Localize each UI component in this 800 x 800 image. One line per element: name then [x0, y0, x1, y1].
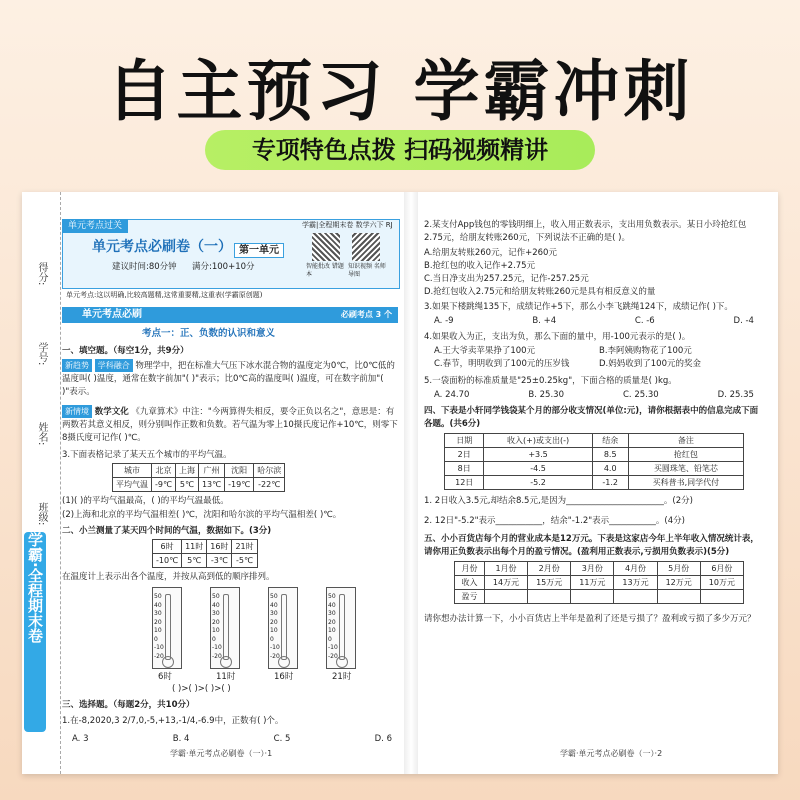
- thermometer-tube: [223, 594, 229, 660]
- choice-row: [72, 733, 392, 746]
- tick-label: 20: [270, 618, 278, 626]
- spine-tab: [24, 532, 46, 732]
- question-1-3b: (2)上海和北京的平均气温相差( )℃，沈阳和哈尔滨的平均气温相差( )℃。: [62, 510, 342, 520]
- tick-label: 40: [154, 601, 162, 609]
- question-heading: 五、小小百货店每个月的营业成本是12万元。下表是这家店今年上半年收入情况统计表，请你用正负数表示出每个月的盈亏情况。(盈利用正数表示,亏损用负数表示)(5分): [424, 534, 759, 557]
- thermometer[interactable]: [152, 587, 182, 669]
- choice-c: C. 5: [273, 734, 291, 744]
- qr-code: [352, 233, 380, 261]
- table-header-cell: 16时: [207, 540, 232, 554]
- right-page-footer: 学霸·单元考点必刷卷（一）·2: [560, 749, 663, 758]
- table-cell: 15万元: [528, 576, 571, 590]
- thermometer-tube: [339, 594, 345, 660]
- thermometer-group: [152, 587, 392, 687]
- question-heading: 三、选择题。（每题2分，共10分）: [62, 700, 195, 710]
- table-row: [445, 462, 744, 476]
- question-1-2: [62, 405, 398, 445]
- table-cell: -22℃: [254, 478, 285, 492]
- table-cell: [528, 590, 571, 604]
- table-cell: 8日: [445, 462, 484, 476]
- tick-label: 0: [270, 635, 274, 643]
- score-field: 得分:: [36, 262, 47, 286]
- question-1-1: [62, 359, 398, 399]
- thermometer[interactable]: [210, 587, 240, 669]
- table-cell: [571, 590, 614, 604]
- table-row: [445, 434, 744, 448]
- table-cell: 抢红包: [628, 448, 743, 462]
- tag-badge: 新情境: [62, 405, 92, 418]
- binding-strip: [22, 192, 61, 774]
- table-header-cell: 沈阳: [225, 464, 254, 478]
- thermometer[interactable]: [326, 587, 356, 669]
- tick-label: 50: [328, 593, 336, 600]
- question-r4-2: 2. 12日"-5.2"表示___________，结余"-1.2"表示___________。(4分): [424, 516, 685, 526]
- table-cell: 2月份: [528, 562, 571, 576]
- sub-banner: 专项特色点拨 扫码视频精讲: [205, 130, 595, 170]
- table-cell: 收入: [455, 576, 485, 590]
- tick-label: -10: [328, 644, 338, 651]
- tick-label: 20: [154, 618, 162, 626]
- table-header-cell: 上海: [175, 464, 198, 478]
- option: C.春节，明明收到了100元的压岁钱: [434, 359, 570, 369]
- tick-label: -20: [154, 652, 164, 660]
- option: C. 25.30: [622, 390, 659, 400]
- tick-label: 30: [154, 610, 162, 617]
- table-cell: 日期: [445, 434, 484, 448]
- table-cell: -1.2: [592, 476, 628, 490]
- table-header-cell: 哈尔滨: [254, 464, 285, 478]
- tick-label: 0: [328, 635, 332, 643]
- tag-text: 数学文化: [94, 407, 129, 417]
- tick-label: -20: [212, 652, 222, 660]
- question-heading: 一、填空题。（每空1分，共9分）: [62, 346, 189, 356]
- table-cell: 12日: [445, 476, 484, 490]
- option: B. +4: [532, 316, 557, 326]
- table-cell: 月份: [455, 562, 485, 576]
- tick-label: 10: [328, 627, 336, 634]
- tick-label: 10: [212, 627, 220, 634]
- table-cell: -3℃: [207, 554, 232, 568]
- table-cell: 1月份: [484, 562, 527, 576]
- tick-label: -10: [212, 644, 222, 651]
- table-cell: [700, 590, 743, 604]
- question-r5: 5.一袋面粉的标准质量是"25±0.25kg"，下面合格的质量是( )kg。: [424, 376, 677, 386]
- left-page-footer: 学霸·单元考点必刷卷（一）·1: [170, 749, 273, 758]
- section-tab: 单元考点过关: [62, 219, 128, 233]
- table-cell: 5℃: [182, 554, 207, 568]
- question-1-3: 3.下面表格记录了某天五个城市的平均气温。: [62, 450, 232, 460]
- tick-label: 40: [270, 601, 278, 609]
- option: A. -9: [434, 316, 454, 326]
- question-text: 《九章算术》中注："今两算得失相反，要令正负以名之"，意思是：有两数若其意义相反，则分别叫作正数和负数。若气温为零上10摄氏度记作+10℃，则零下8摄氏度可记作( )℃。: [62, 407, 398, 443]
- option: B.抢红包的收入记作+2.75元: [424, 261, 536, 271]
- table-header-cell: 11时: [182, 540, 207, 554]
- table-cell: 12万元: [657, 576, 700, 590]
- tick-label: 30: [212, 610, 220, 617]
- qr-caption: 智能批改 错题本: [306, 263, 344, 278]
- city-temperature-table: [112, 463, 285, 492]
- option: B.李阿姨购物花了100元: [599, 346, 692, 356]
- table-cell: 盈亏: [455, 590, 485, 604]
- question-r5-end: 请你想办法计算一下，小小百货店上半年是盈利了还是亏损了？盈利或亏损了多少万元？: [424, 614, 756, 624]
- options-r5: [434, 389, 754, 402]
- spine-tab-text: 学霸·全程期末卷: [26, 532, 44, 643]
- tick-label: -20: [328, 652, 338, 660]
- question-r2: 2.某支付App钱包的零钱明细上，收入用正数表示，支出用负数表示。某日小玲抢红包2.75元，给朋友转账260元，下列说法不正确的是( )。: [424, 220, 747, 243]
- table-cell: 备注: [628, 434, 743, 448]
- tick-label: 30: [328, 610, 336, 617]
- table-cell: 5月份: [657, 562, 700, 576]
- section-bar-title: 单元考点必刷: [82, 309, 142, 320]
- question-text: 物理学中，把在标准大气压下冰水混合物的温度定为0℃，比0℃低的温度叫( )温度，通常在数字前加"( )"表示；比0℃高的温度叫( )温度，可在数字前加"( )"表示。: [62, 361, 395, 397]
- option: D. 25.35: [717, 390, 754, 400]
- tick-label: 0: [212, 635, 216, 643]
- table-cell: [614, 590, 657, 604]
- thermometer-label: 21时: [332, 672, 352, 682]
- choice-a: A. 3: [72, 734, 89, 744]
- table-cell: 买科普书,同学代付: [628, 476, 743, 490]
- table-cell: 收入(+)或支出(-): [484, 434, 592, 448]
- option: A. 24.70: [434, 390, 470, 400]
- table-cell: -5.2: [484, 476, 592, 490]
- qr-code: [312, 233, 340, 261]
- class-field: 班级:: [36, 502, 47, 526]
- option: D. -4: [733, 316, 754, 326]
- table-cell: 14万元: [484, 576, 527, 590]
- right-page: [424, 205, 770, 765]
- tag-badge: 新趋势: [62, 359, 92, 372]
- table-cell: 4.0: [592, 462, 628, 476]
- page-gutter: [404, 192, 418, 774]
- table-row: [455, 562, 744, 576]
- table-header-cell: 6时: [153, 540, 182, 554]
- option: D.抢红包收入2.75元和给朋友转账260元是具有相反意义的量: [424, 287, 656, 297]
- section-bar-count: 必刷考点 3 个: [340, 310, 392, 319]
- table-cell: 11万元: [571, 576, 614, 590]
- question-r4-1: 1. 2日收入3.5元,却结余8.5元,是因为_______________________。(2分): [424, 496, 693, 506]
- choice-d: D. 6: [374, 734, 392, 744]
- tick-label: 50: [212, 593, 220, 600]
- table-cell: -19℃: [225, 478, 254, 492]
- question-2-text: 在温度计上表示出各个温度，并按从高到低的顺序排列。: [62, 572, 275, 582]
- question-heading: 四、下表是小轩同学钱袋某个月的部分收支情况(单位:元)，请你根据表中的信息完成下面各题。(共6分): [424, 406, 759, 429]
- thermometer-label: 11时: [216, 672, 236, 682]
- tick-label: 10: [154, 627, 162, 634]
- options-r4: [434, 345, 764, 371]
- time-temperature-table: [152, 539, 258, 568]
- table-header-cell: 广州: [198, 464, 224, 478]
- tick-label: 30: [270, 610, 278, 617]
- monthly-income-table: [454, 561, 744, 604]
- option: B. 25.30: [528, 390, 564, 400]
- option: A.给朋友转账260元，记作+260元: [424, 248, 557, 258]
- option: C.当日净支出为257.25元，记作-257.25元: [424, 274, 589, 284]
- table-cell: -10℃: [153, 554, 182, 568]
- thermometer[interactable]: [268, 587, 298, 669]
- option: D.妈妈收到了100元的奖金: [599, 359, 701, 369]
- table-row: [455, 576, 744, 590]
- table-cell: 买圆珠笔、铅笔芯: [628, 462, 743, 476]
- options-r2: [424, 247, 655, 299]
- choice-b: B. 4: [172, 734, 190, 744]
- tick-label: 20: [212, 618, 220, 626]
- tick-label: 40: [328, 601, 336, 609]
- tick-label: -10: [154, 644, 164, 651]
- table-cell: 8.5: [592, 448, 628, 462]
- table-cell: -5℃: [232, 554, 257, 568]
- table-cell: 13万元: [614, 576, 657, 590]
- tip-line: 单元考点:这以明确,比较高题精,这常重要精,这重表(学霸原创题): [66, 291, 263, 299]
- thermometer-label: 16时: [274, 672, 294, 682]
- name-field: 姓名:: [36, 422, 47, 446]
- left-page: [62, 205, 400, 765]
- tick-label: -20: [270, 652, 280, 660]
- question-r4: 4.如果收入为正，支出为负，那么下面的量中，用-100元表示的是( )。: [424, 332, 691, 342]
- student-id-field: 学号:: [36, 342, 47, 366]
- table-cell: 5℃: [175, 478, 198, 492]
- time-label: 建议时间:80分钟: [112, 262, 177, 272]
- option: C. -6: [634, 316, 655, 326]
- table-row: [445, 476, 744, 490]
- thermometer-tube: [281, 594, 287, 660]
- question-3-1: 1.在-8,2020,3 2/7,0,-5,+13,-1/4,-6.9中，正数有( )个。: [62, 716, 284, 726]
- score-label: 满分:100+10分: [192, 262, 255, 272]
- option: A.王大爷卖苹果挣了100元: [434, 346, 536, 356]
- tick-label: 50: [154, 593, 162, 600]
- table-cell: 10万元: [700, 576, 743, 590]
- table-cell: 平均气温: [113, 478, 152, 492]
- table-cell: +3.5: [484, 448, 592, 462]
- table-cell: 结余: [592, 434, 628, 448]
- table-cell: [484, 590, 527, 604]
- options-r3: [434, 315, 754, 328]
- table-header-cell: 21时: [232, 540, 257, 554]
- knowledge-point-title: 考点一：正、负数的认识和意义: [142, 328, 276, 339]
- table-cell: -4.5: [484, 462, 592, 476]
- tick-label: 40: [212, 601, 220, 609]
- series-label: 学霸|全程期末卷 数学六下 RJ: [302, 221, 393, 229]
- headline: 自主预习 学霸冲刺: [106, 53, 694, 130]
- table-header-cell: 城市: [113, 464, 152, 478]
- table-cell: 2日: [445, 448, 484, 462]
- question-heading: 二、小兰测量了某天四个时间的气温，数据如下。(3分): [62, 526, 272, 536]
- money-table: [444, 433, 744, 490]
- question-1-3a: (1)( )的平均气温最高，( )的平均气温最低。: [62, 496, 229, 506]
- tick-label: 10: [270, 627, 278, 634]
- unit-label: 第一单元: [234, 243, 284, 258]
- section-bar: [62, 307, 398, 323]
- paper-title: 单元考点必刷卷（一）: [92, 239, 232, 255]
- table-row: [455, 590, 744, 604]
- table-header-cell: 北京: [152, 464, 176, 478]
- qr-caption: 知识视频 名师导图: [348, 263, 386, 278]
- question-r3: 3.如果下楼跳绳135下，成绩记作+5下，那么小李飞跳绳124下，成绩记作( )下。: [424, 302, 733, 312]
- table-cell: 3月份: [571, 562, 614, 576]
- tick-label: 50: [270, 593, 278, 600]
- tag-badge: 学科融合: [95, 359, 133, 372]
- thermometer-tube: [165, 594, 171, 660]
- thermometer-label: 6时: [158, 672, 172, 682]
- table-cell: 13℃: [198, 478, 224, 492]
- table-cell: [657, 590, 700, 604]
- table-cell: 6月份: [700, 562, 743, 576]
- table-row: [445, 448, 744, 462]
- order-blanks: ( )>( )>( )>( ): [172, 684, 231, 694]
- table-cell: -9℃: [152, 478, 176, 492]
- tick-label: 20: [328, 618, 336, 626]
- table-cell: 4月份: [614, 562, 657, 576]
- tick-label: -10: [270, 644, 280, 651]
- tick-label: 0: [154, 635, 158, 643]
